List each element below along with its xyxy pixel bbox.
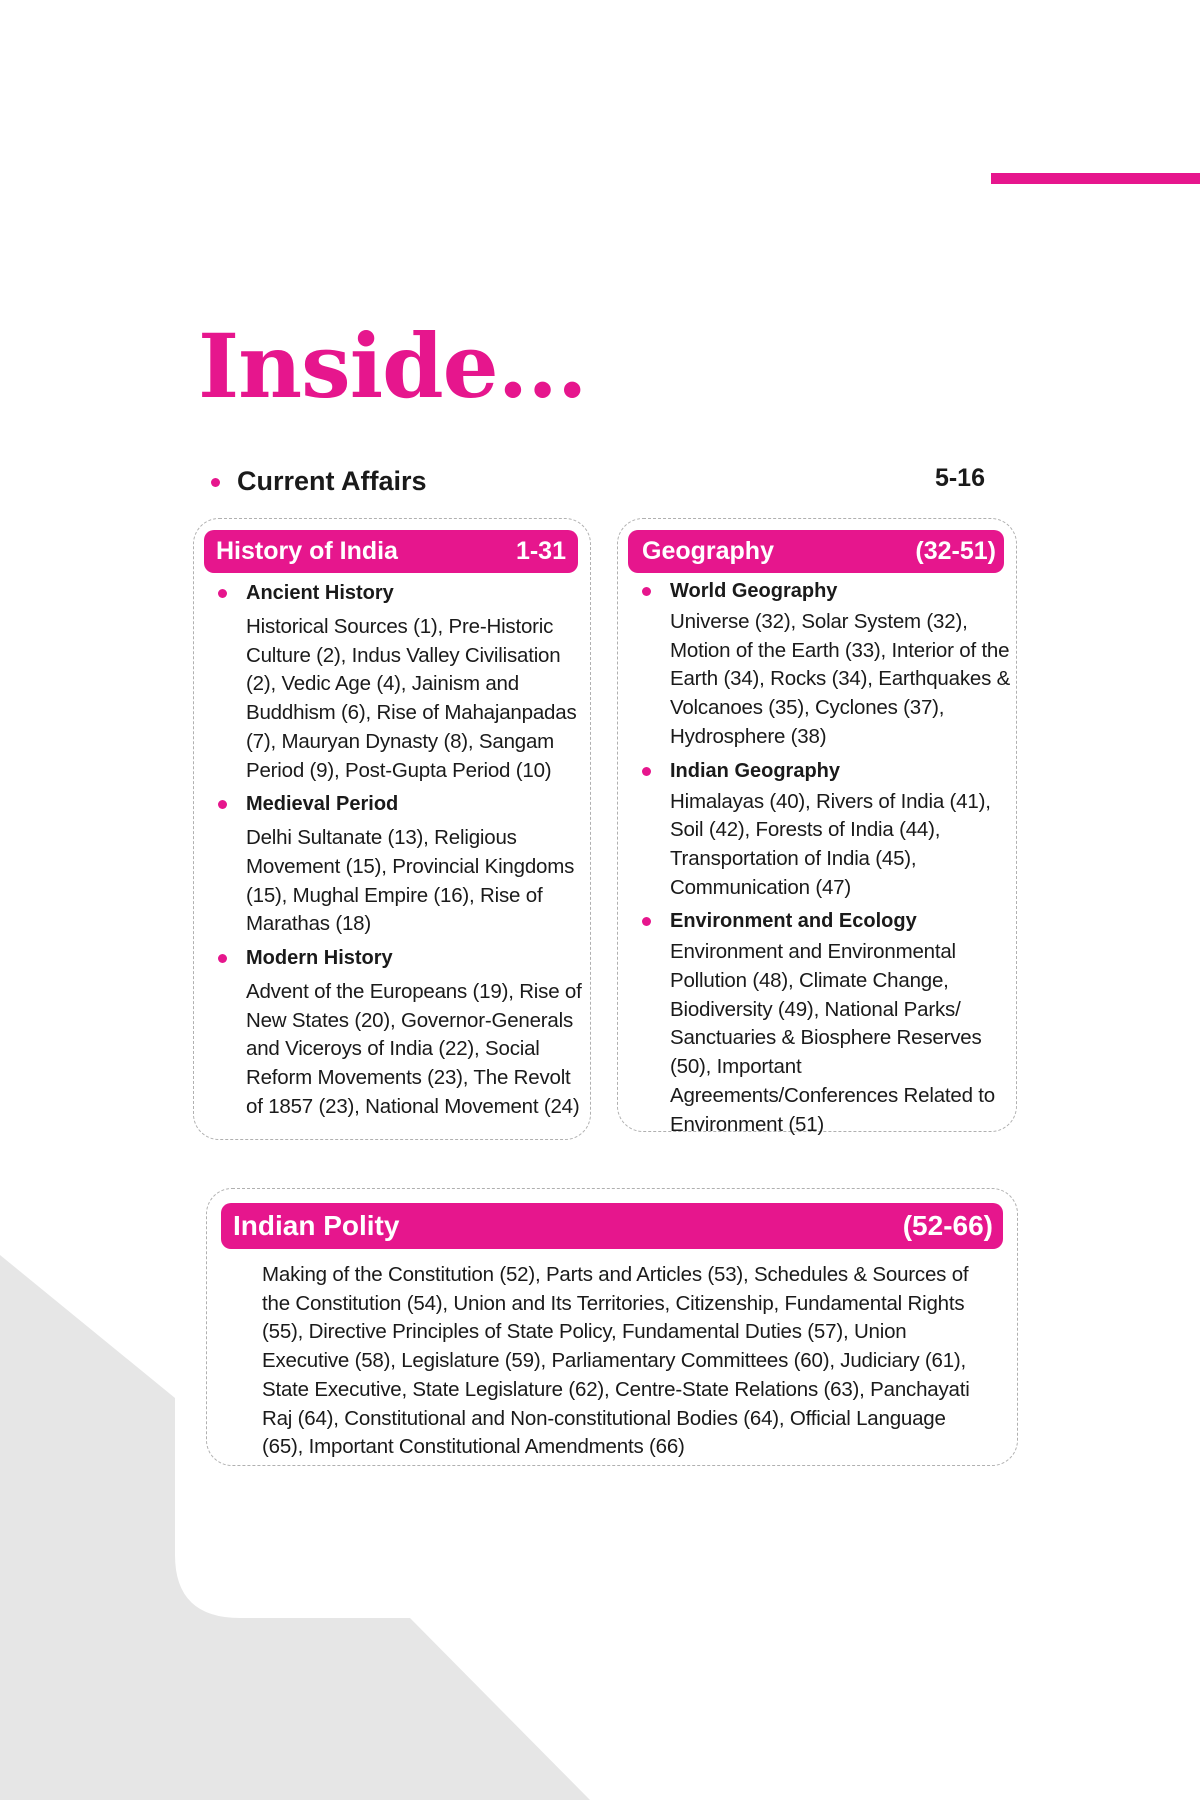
- bullet-icon: [218, 954, 227, 963]
- bullet-icon: [218, 800, 227, 809]
- subsection-title: World Geography: [670, 580, 838, 602]
- polity-text: Making of the Constitution (52), Parts and Articles (53), Schedules & Sources of the Constitution (54), Union and Its Territories, Citizenship, Fundamental Rights (55), Directive Principles of State Policy, Fundamental Duties (57), Union Executive (58), Legislature (59), Parliamentary Committees (60), Judiciary (61), State Executive, State Legislature (62), Centre-State Relations (63), Panchayati Raj (64), Constitutional and Non-constitutional Bodies (64), Official Language (65), Important Constitutional Amendments (66): [262, 1263, 970, 1459]
- subsection-title: Medieval Period: [246, 793, 399, 816]
- subsection-ancient-history: [204, 579, 586, 785]
- geography-pages: (32-51): [915, 537, 996, 565]
- geography-content: [628, 577, 1012, 1139]
- subsection-indian-geography: [628, 757, 1012, 903]
- page-title: Inside...: [198, 314, 587, 418]
- bullet-icon: [218, 589, 227, 598]
- geography-section: [617, 518, 1017, 1136]
- subsection-text: Environment and Environmental Pollution (48), Climate Change, Biodiversity (49), National Parks/ Sanctuaries & Biosphere Reserves (50), Important Agreements/Conferences Related to Environment (51): [670, 940, 996, 1136]
- subsection-modern-history: [204, 944, 586, 1122]
- subsection-title: Indian Geography: [670, 759, 841, 782]
- bullet-icon: [642, 587, 651, 596]
- history-pages: 1-31: [515, 537, 566, 565]
- polity-title: Indian Polity: [233, 1210, 400, 1241]
- history-header: [204, 530, 578, 573]
- subsection-title: Ancient History: [246, 582, 394, 604]
- bullet-icon: [642, 767, 651, 776]
- current-affairs-pages: 5-16: [934, 464, 985, 492]
- history-title: History of India: [216, 537, 398, 565]
- bullet-icon: [211, 478, 220, 487]
- subsection-text: Advent of the Europeans (19), Rise of New States (20), Governor-Generals and Viceroys of India (22), Social Reform Movements (23), The Revolt of 1857 (23), National Movement (24): [246, 980, 582, 1118]
- polity-pages: (52-66): [902, 1210, 993, 1241]
- subsection-text: Himalayas (40), Rivers of India (41), Soil (42), Forests of India (44), Transportation of India (45), Communication (47): [670, 789, 991, 899]
- subsection-title: Modern History: [246, 947, 393, 970]
- subsection-text: Historical Sources (1), Pre-Historic Culture (2), Indus Valley Civilisation (2), Vedic Age (4), Jainism and Buddhism (6), Rise of Mahajanpadas (7), Mauryan Dynasty (8), Sangam Period (9), Post-Gupta Period (10): [246, 615, 577, 782]
- history-content: [204, 579, 586, 1122]
- current-affairs-label: Current Affairs: [237, 466, 427, 496]
- subsection-text: Delhi Sultanate (13), Religious Movement (15), Provincial Kingdoms (15), Mughal Empire (16), Rise of Marathas (18): [246, 826, 575, 936]
- polity-section: [206, 1188, 1018, 1466]
- accent-bar: [991, 173, 1200, 184]
- geography-header: [628, 530, 1004, 573]
- polity-header: [221, 1203, 1003, 1249]
- subsection-text: Universe (32), Solar System (32), Motion of the Earth (33), Interior of the Earth (34), Rocks (34), Earthquakes & Volcanoes (35), Cyclones (37), Hydrosphere (38): [670, 610, 1011, 748]
- geography-title: Geography: [642, 537, 774, 565]
- subsection-title: Environment and Ecology: [670, 910, 917, 933]
- subsection-world-geography: [628, 577, 1012, 752]
- history-section: [193, 518, 591, 1140]
- current-affairs-row: [205, 462, 985, 502]
- subsection-medieval-period: [204, 790, 586, 939]
- subsection-environment-ecology: [628, 907, 1012, 1139]
- bullet-icon: [642, 917, 651, 926]
